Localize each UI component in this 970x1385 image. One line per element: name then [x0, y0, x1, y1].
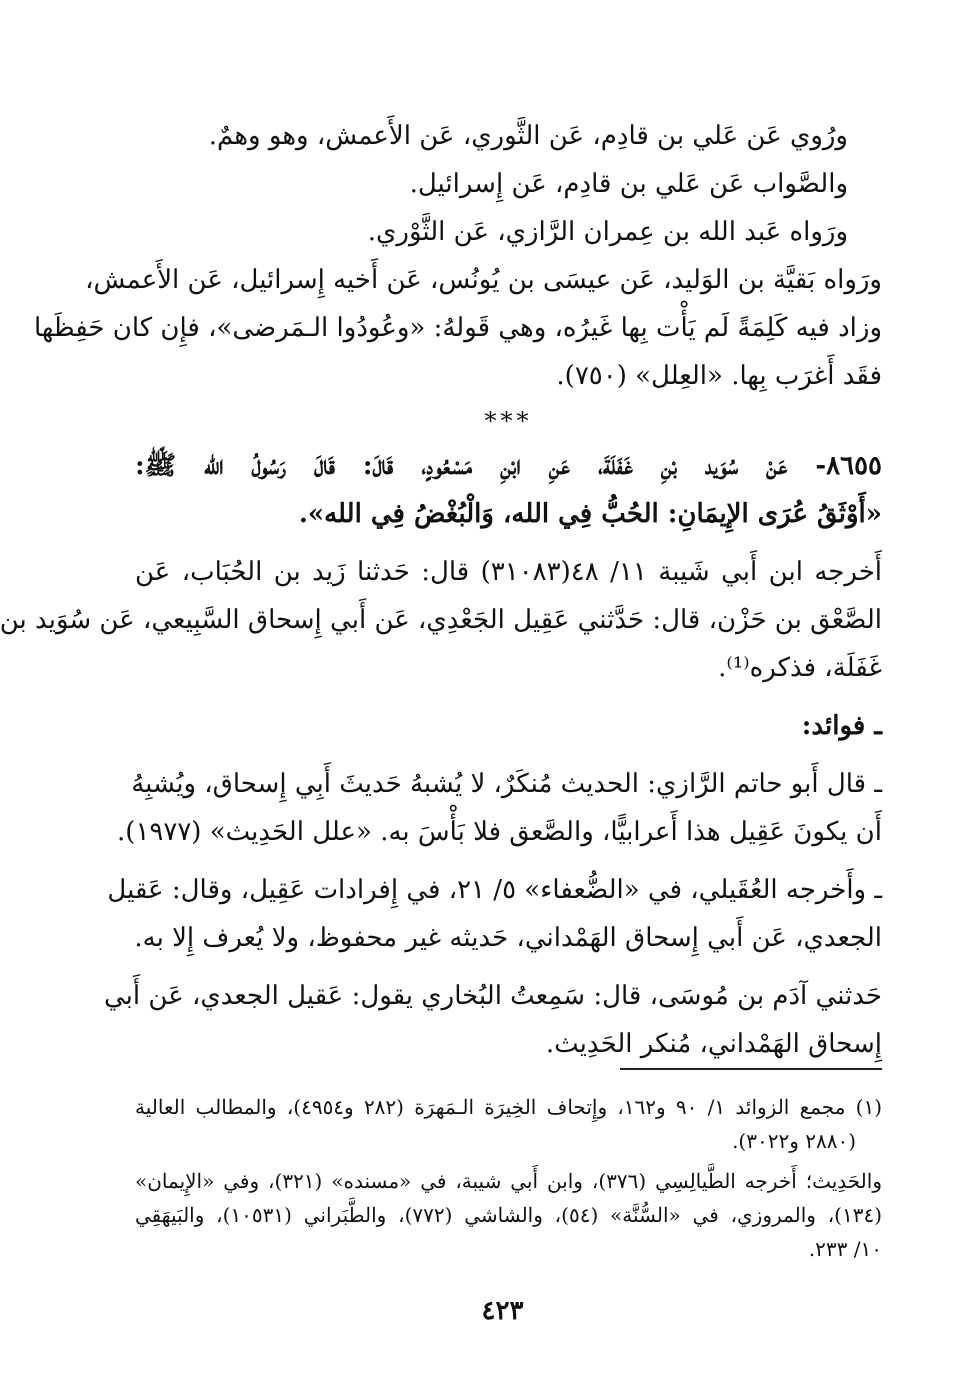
text-line: غَفَلَة، فذكره⁽¹⁾.: [718, 653, 882, 683]
text-line: ورُوي عَن عَلي بن قادِم، عَن الثَّوري، عَن الأَعمش، وهو وهمٌ.: [208, 121, 848, 151]
text-line: ورَواه عَبد الله بن عِمران الرَّازي، عَن الثَّوْري.: [367, 217, 848, 247]
paragraph: [0, 548, 883, 692]
text-line: والصَّواب عَن عَلي بن قادِم، عَن إِسرائيل.: [409, 169, 848, 199]
section-separator: ***: [484, 407, 533, 435]
hadith-text: [135, 442, 882, 538]
paragraph: [104, 972, 882, 1068]
text-line: الجعدي، عَن أَبي إِسحاق الهَمْداني، حَديثه غير محفوظ، ولا يُعرف إِلا به.: [134, 923, 882, 953]
footnote-separator: [620, 1068, 882, 1070]
footnotes: [135, 1090, 882, 1266]
text-line: ورَواه بَقيَّة بن الوَليد، عَن عيسَى بن يُونُس، عَن أَخيه إِسرائيل، عَن الأَعمش،: [85, 265, 882, 295]
footnote-line: والحَدِيث؛ أَخرجه الطَّيالِسِي (٣٧٦)، وابن أَبي شيبة، في «مسنده» (٣٢١)، وفي «الإِيمان»: [135, 1169, 882, 1193]
text-line: ـ وأَخرجه العُقَيلي، في «الضُّعفاء» ٥/ ٢١، في إِفرادات عَقِيل، وقال: عَقيل: [107, 875, 882, 905]
text-line: ٨٦٥٥- عَنْ سُوَيد بْنِ غَفَلَةَ، عَنِ ابْنِ مَسْعُودٍ، قَالَ: قَالَ رَسُولُ الله ﷺ:: [135, 451, 882, 481]
page-number: ٤٢٣: [481, 1296, 524, 1326]
main-text: [0, 112, 883, 1068]
footnote-line: (١) مجمع الزوائد ١/ ٩٠ و١٦٢، وإِتحاف الخِيرَة الـمَهرَة (٢٨٢ و٤٩٥٤)، والمطالب العالية: [135, 1095, 882, 1119]
paragraph: [135, 160, 882, 208]
text-line: أَن يكونَ عَقِيل هذا أَعرابيًّا، والصَّعق فلا بَأْسَ به. «علل الحَدِيث» (١٩٧٧).: [117, 817, 882, 847]
footnote: [135, 1090, 882, 1158]
text-line: إِسحاق الهَمْداني، مُنكر الحَدِيث.: [545, 1029, 882, 1059]
paragraph: [135, 208, 882, 256]
section-heading: ـ فوائد:: [801, 711, 882, 741]
text-line: فقَد أَغرَب بِها. «العِلل» (٧٥٠).: [556, 361, 882, 391]
paragraph: [135, 112, 882, 160]
paragraph: [117, 760, 882, 856]
text-line: أَخرجه ابن أَبي شَيبة ١١/ ٤٨(٣١٠٨٣) قال: حَدثنا زَيد بن الحُبَاب، عَن: [135, 557, 883, 587]
text-line: «أَوْثَقُ عُرَى الإِيمَانِ: الحُبُّ فِي الله، وَالْبُغْضُ فِي الله».: [298, 499, 882, 529]
footnote-line: (٢٨٨٠ و٣٠٢٢).: [732, 1129, 856, 1153]
paragraph: [34, 256, 882, 400]
footnote-line: ١٠/ ٢٣٣.: [808, 1237, 882, 1261]
footnote-line: (١٣٤)، والمروزي، في «السُّنَّة» (٥٤)، والشاشي (٧٧٢)، والطَّبَراني (١٠٥٣١)، والبَيهَقِي: [135, 1203, 883, 1227]
text-line: الصَّعْق بن حَزْن، قال: حَدَّثني عَقِيل الجَعْدِي، عَن أَبي إِسحاق السَّبِيعي، عَن سُوَيد بن: [0, 605, 882, 635]
text-line: حَدثني آدَم بن مُوسَى، قال: سَمِعتُ البُخاري يقول: عَقيل الجعدي، عَن أَبي: [104, 981, 882, 1011]
text-line: وزاد فيه كَلِمَةً لَم يَأْت بِها غَيرُه، وهي قَولهُ: «وعُودُوا الـمَرضى»، فإِن كان حَفِظَها: [34, 313, 882, 343]
paragraph: [107, 866, 882, 962]
text-line: ـ قال أَبو حاتم الرَّازي: الحديث مُنكَرٌ، لا يُشبهُ حَديثَ أَبِي إِسحاق، ويُشبِهُ: [131, 769, 882, 799]
footnote: [135, 1164, 882, 1266]
